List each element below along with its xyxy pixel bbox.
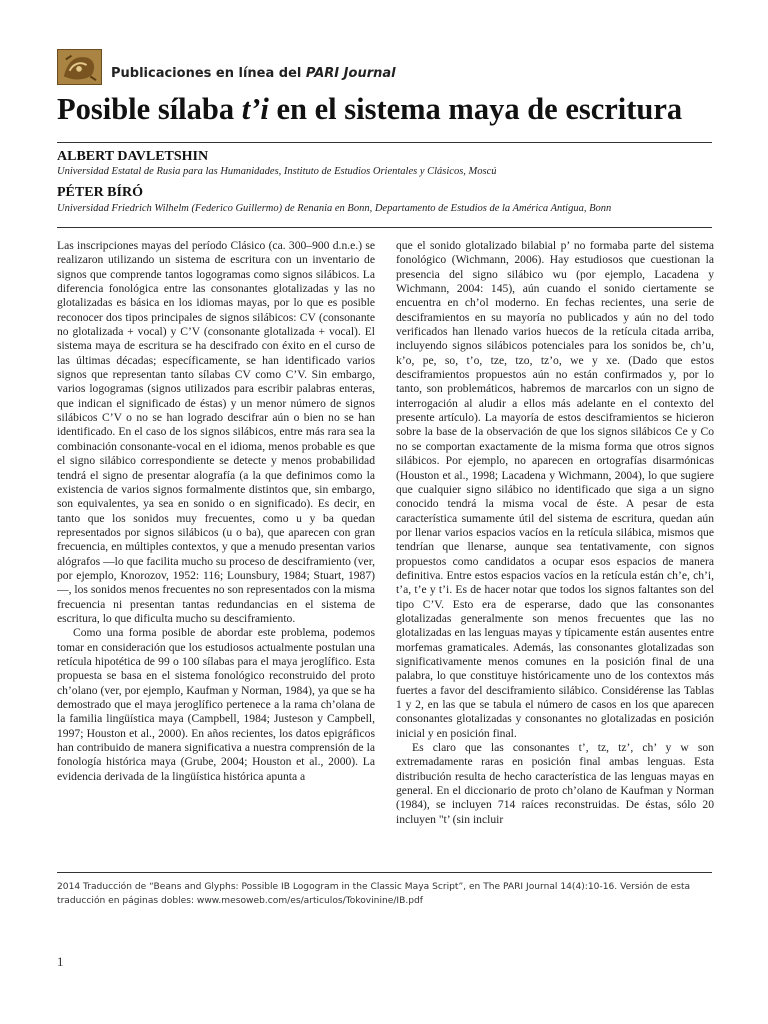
author-affiliation: Universidad Estatal de Rusia para las Humanidades, Instituto de Estudios Orientales y Clásicos, Moscú: [57, 166, 497, 177]
translation-footnote: 2014 Traducción de “Beans and Glyphs: Possible IB Logogram in the Classic Maya Script”, en The PARI Journal 14(4):10-16. Versión de esta traducción en páginas dobles: www.mesoweb.com/es/articulos/Tokovinine/IB.pdf: [57, 882, 691, 906]
author-affiliation: Universidad Friedrich Wilhelm (Federico Guillermo) de Renania en Bonn, Departamento de Estudios de la América Antigua, Bonn: [57, 203, 612, 214]
journal-name: PARI Journal: [305, 66, 396, 81]
page-number: 1: [57, 954, 64, 969]
glyph-logo-icon: [57, 49, 102, 85]
footnote-divider: [57, 872, 712, 873]
body-paragraph: Como una forma posible de abordar este problema, podemos tomar en consideración que los estudiosos actualmente postulan una retícula hipotética de 99 o 100 sílabas para el maya jeroglífico. Esta propuesta se basa en el sistema fonológico reconstruido del proto ch’olano (ver, por ejemplo, Kaufman y Norman, 1984), ya que se ha demostrado que el maya jeroglífico pertenece a la rama ch’olana de la familia lingüística maya (Campbell, 1984; Justeson y Campbell, 1997; Houston et al., 2000). En años recientes, los datos epigráficos han contribuido de manera significativa a nuestra comprensión de la fonología histórica maya (Grube, 2004; Houston et al., 2000). La evidencia derivada de la lingüística histórica apunta a: [57, 626, 375, 783]
body-column-right: [396, 239, 714, 869]
body-column-left: [57, 239, 375, 869]
author-name: PÉTER BÍRÓ: [57, 185, 143, 200]
body-paragraph: Las inscripciones mayas del período Clásico (ca. 300–900 d.n.e.) se realizaron utilizando un sistema de escritura con un inventario de signos que comprende tantos logogramas como signos silábicos. La diferencia fonológica entre las consonantes glotalizadas y las no glotalizadas es básica en los idiomas mayas, por lo que es posible reconocer dos tipos principales de signos silábicos: CV (consonante no glotalizada + vocal) y C’V (consonante glotalizada + vocal). El sistema maya de escritura se ha descifrado con éxito en el curso de las últimas décadas; específicamente, se han identificado varios signos que representan tanto sílabas CV como C’V. Sin embargo, varios logogramas (signos utilizados para escribir palabras enteras, que indican el significado de éstas) y un menor número de signos silábicos C’V o no se han logrado descifrar aún o bien no se han identificado. En el caso de los signos silábicos, entre más rara sea la combinación consonante-vocal en el idioma, menos probable es que el signo silábico correspondiente se detecte y menos probabilidad tendrá el signo de presentar alografía (a la que definimos como la existencia de varios signos formalmente distintos que, sin embargo, son equivalentes, ya sea en sonido o en significado). Es decir, en tanto que los sonidos muy frecuentes, como u y ba quedan representados por signos silábicos (u o ba), que aparecen con gran frecuencia, en múltiples contextos, y que a menudo presentan varios alógrafos —lo que facilita mucho su proceso de desciframiento (ver, por ejemplo, Knorozov, 1952: 116; Lounsbury, 1984; Stuart, 1987)—, los sonidos menos frecuentes no son representados con la misma frecuencia ni presentan tantas redundancias en el sistema de escritura, lo que dificulta mucho su desciframiento.: [57, 239, 375, 625]
article-title: Posible sílaba t’i en el sistema maya de escritura: [57, 92, 683, 126]
body-paragraph: que el sonido glotalizado bilabial p’ no formaba parte del sistema fonológico (Wichmann, 2006). Hay estudiosos que cuestionan la presencia del signo silábico wu (por ejemplo, Lacadena y Wichmann, 2004: 145), aún cuando el sonido ciertamente se encuentra en ch’ol moderno. En fechas recientes, una serie de desciframientos en su mayoría no publicados y aún no del todo verificados han llenado varios huecos de la retícula citada arriba, incluyendo signos silábicos potenciales para los sonidos be, ch’u, k’o, pe, so, t’o, tze, tzo, tz’o, we y xe. (Dado que estos desciframientos propuestos aún no están confirmados y, por lo tanto, son problemáticos, habremos de marcarlos con un signo de interrogación al aludir a ellos más adelante en el contexto del presente artículo). La mayoría de estos desciframientos se hicieron sobre la base de la observación de que los signos silábicos Ce y Co no se comportan exactamente de la misma forma que otros signos silábicos. Por ejemplo, no aparecen en ortografías disarmónicas (Houston et al., 1998; Lacadena y Wichmann, 2004), lo que sugiere que cualquier signo silábico no identificado que siga a un signo conocido tendrá la misma vocal de éste. A pesar de esta característica sumamente útil del sistema de escritura, quedan aún por llenar varios espacios vacíos en la retícula silábica, mismos que tendrían que llenarse, aunque sea tentativamente, con signos propuestos como candidatos a ocupar esos espacios de manera definitiva. Entre estos espacios vacíos en la retícula están ch’e, ch’i, t’a, t’e y t’i. Es de hacer notar que todos los signos faltantes son del tipo C’V. Esto era de esperarse, dado que las consonantes glotalizadas generalmente son menos frecuentes que las no glotalizadas en las lenguas mayas y típicamente están ausentes entre morfemas gramaticales. Además, las consonantes glotalizadas son significativamente menos comunes en la posición final de una palabra, lo que constituye históricamente uno de los contextos más fuertes a favor del desciframiento silábico. Considérense las Tablas 1 y 2, en las que se tabula el número de casos en los que aparecen consonantes glotalizadas y consonantes no glotalizadas en posición inicial y en posición final.: [396, 239, 714, 740]
title-divider: [57, 142, 712, 143]
journal-header: Publicaciones en línea del PARI Journal: [111, 66, 396, 81]
authors-divider: [57, 227, 712, 228]
body-paragraph: Es claro que las consonantes t’, tz, tz’, ch’ y w son extremadamente raras en posición final ambas lenguas. Esta distribución resulta de hecho característica de las lenguas mayas en general. En el diccionario de proto ch’olano de Kaufman y Norman (1984), se incluyen 714 raíces reconstruidas. De éstas, sólo 20 incluyen "t’ (sin incluir: [396, 741, 714, 826]
author-name: ALBERT DAVLETSHIN: [57, 149, 209, 164]
